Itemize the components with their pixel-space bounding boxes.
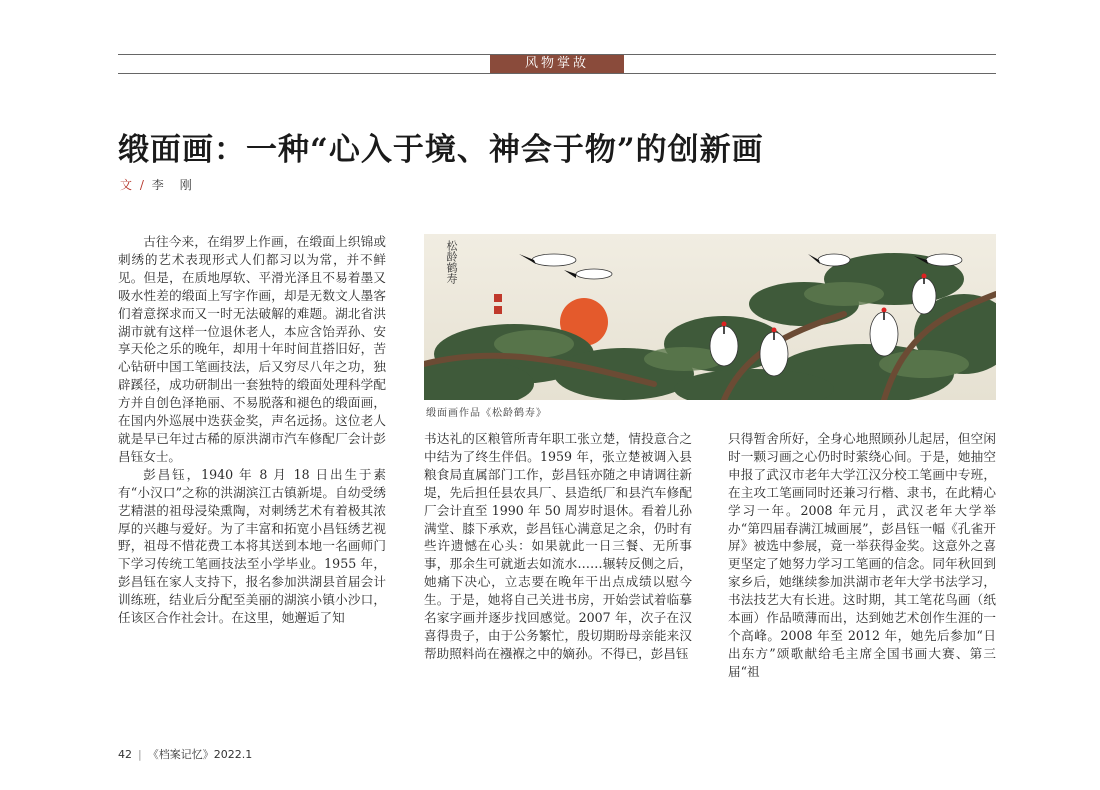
publication-name: 《档案记忆》2022.1: [147, 748, 253, 761]
paragraph: 书达礼的区粮管所青年职工张立楚，情投意合之中结为了终生伴侣。1959 年，张立楚被调入县粮食局直属部门工作，彭昌钰亦随之申请调往新堤，先后担任县农具厂、县造纸厂和县汽车修配厂会计直至 1990 年 50 周岁时退休。看着儿孙满堂、膝下承欢，彭昌钰心满意足之余，仍时有些许遗憾在心头：如果就此一日三餐、无所事事，那余生可就逝去如流水……辗转反侧之后，她痛下决心，立志要在晚年干出点成绩以慰今生。于是，她将自己关进书房，开始尝试着临摹名家字画并逐步找回感觉。2007 年，次子在汉喜得贵子，由于公务繁忙，殷切期盼母亲能来汉帮助照料尚在襁褓之中的嫡孙。不得已，彭昌钰: [424, 431, 692, 661]
figure-caption: 缎面画作品《松龄鹤寿》: [426, 408, 547, 419]
section-tag: 风物掌故: [490, 55, 624, 73]
painting-inscription: 松龄鹤寿: [445, 240, 458, 284]
page-number: 42: [118, 748, 132, 761]
byline: [120, 176, 194, 193]
paragraph: 古往今来，在绢罗上作画，在缎面上织锦或刺绣的艺术表现形式人们都习以为常，并不鲜见。但是，在质地厚软、平滑光泽且不易着墨又吸水性差的缎面上写字作画，却是无数文人墨客们着意探求而又一时无法破解的难题。湖北省洪湖市就有这样一位退休老人，本应含饴弄孙、安享天伦之乐的晚年，却用十年时间苴搭旧好，苦心钻研中国工笔画技法，后又穷尽八年之功，独辟蹊径，成功研制出一套独特的缎面处理科学配方并自创色泽艳丽、不易脱落和褪色的缎面画，在国内外巡展中迭获金奖，声名远扬。这位老人就是早已年过古稀的原洪湖市汽车修配厂会计彭昌钰女士。: [118, 234, 386, 464]
byline-label: 文 /: [120, 178, 146, 192]
article-title: [118, 124, 998, 169]
author-name: 李 刚: [151, 178, 194, 192]
painting-image: [424, 234, 996, 400]
article-title-sub: 一种“心入于境、神会于物”的创新画: [246, 132, 764, 168]
page-footer: [118, 746, 252, 762]
text-column-2: [424, 430, 692, 663]
footer-separator: |: [138, 748, 142, 761]
crane-pine-painting: [424, 234, 996, 400]
red-seal: [494, 306, 502, 314]
paragraph: 彭昌钰，1940 年 8 月 18 日出生于素有“小汉口”之称的洪湖滨江古镇新堤。自幼受绣艺精湛的祖母浸染熏陶，对刺绣艺术有着极其浓厚的兴趣与爱好。为了丰富和拓宽小昌钰绣艺视野，祖母不惜花费工本将其送到本地一名画师门下学习传统工笔画技法至小学毕业。1955 年，彭昌钰在家人支持下，报名参加洪湖县首届会计训练班，结业后分配至美丽的湖滨小镇小沙口，任该区合作社会计。在这里，她邂逅了知: [118, 466, 386, 626]
red-seal: [494, 294, 502, 302]
text-column-1: [118, 233, 386, 627]
paragraph: 只得暂舍所好，全身心地照顾孙儿起居，但空闲时一颗习画之心仍时时萦绕心间。于是，她抽空申报了武汉市老年大学江汉分校工笔画中专班，在主攻工笔画同时还兼习行楷、隶书，在此精心学习一年。2008 年元月，武汉老年大学举办“第四届春满江城画展”，彭昌钰一幅《孔雀开屏》被选中参展，竟一举获得金奖。这意外之喜更坚定了她努力学习工笔画的信念。同年秋回到家乡后，她继续参加洪湖市老年大学书法学习，书法技艺大有长进。这时期，其工笔花鸟画（纸本画）作品喷薄而出，达到她艺术创作生涯的一个高峰。2008 年至 2012 年，她先后参加“日出东方”颂歌献给毛主席全国书画大赛、第三届“祖: [728, 431, 996, 679]
header-rule-bottom: [118, 73, 996, 74]
article-title-main: 缎面画：: [118, 132, 246, 168]
text-column-3: [728, 430, 996, 681]
